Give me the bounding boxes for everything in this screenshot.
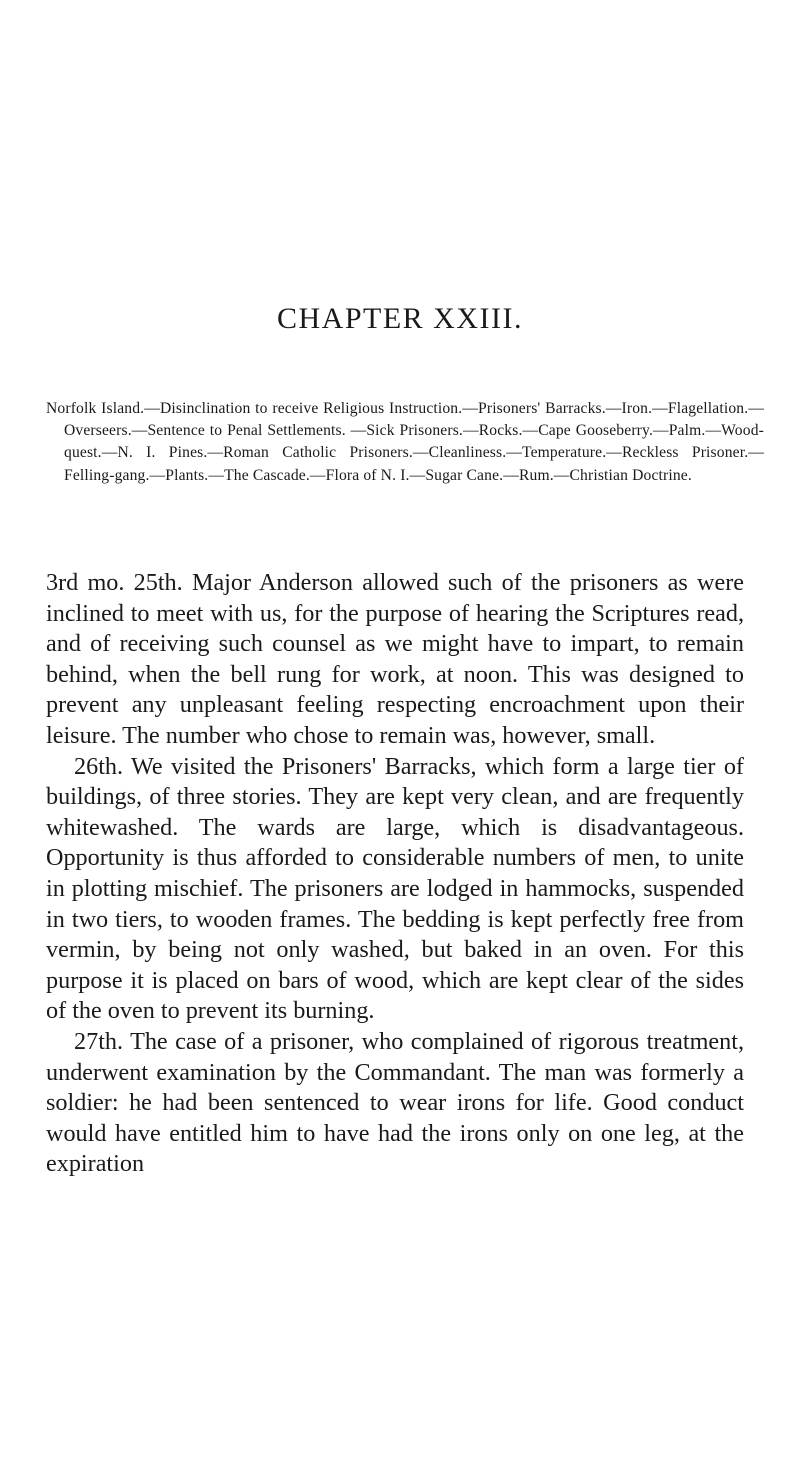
entry-text: Major Anderson allowed such of the prisoners as were inclined to meet with us, for the purpose of hearing the Scriptures read, and of receiving such counsel as we might have to impart, to remain behind, when the bell rung for work, at noon. This was designed to prevent any unpleasant feeling respecting encroachment upon their leisure. The number who chose to remain was, however, small. <box>46 569 745 749</box>
chapter-title: CHAPTER XXIII. <box>277 302 523 335</box>
entry-text: The case of a prisoner, who complained of rigorous treatment, underwent examination by the Commandant. The man was formerly a soldier: he had been sentenced to wear irons for life. Good conduct would have entitled him to have had the irons only on one leg, at the expiration <box>46 1027 744 1178</box>
entry-paragraph <box>46 1027 744 1180</box>
entry-paragraph <box>46 568 744 752</box>
entry-date: 27th. <box>74 1027 124 1055</box>
body-text <box>46 568 744 1180</box>
entry-paragraph <box>46 752 744 1027</box>
entry-date: 26th. <box>74 752 124 780</box>
chapter-synopsis: Norfolk Island.—Disinclination to receive Religious Instruction.—Prisoners' Barracks.—Iron.—Flagellation.—Overseers.—Sentence to Penal Settlements. —Sick Prisoners.—Rocks.—Cape Gooseberry.—Palm.—Wood-quest.—N. I. Pines.—Roman Catholic Prisoners.—Cleanliness.—Temperature.—Reckless Prisoner.—Felling-gang.—Plants.—The Cascade.—Flora of N. I.—Sugar Cane.—Rum.—Christian Doctrine. <box>46 400 764 484</box>
entry-date: 3rd mo. 25th. <box>46 569 183 596</box>
entry-text: We visited the Prisoners' Barracks, which form a large tier of buildings, of three stories. They are kept very clean, and are frequently whitewashed. The wards are large, which is disadvantageous. Opportunity is thus afforded to considerable numbers of men, to unite in plotting mischief. The prisoners are lodged in hammocks, suspended in two tiers, to wooden frames. The bedding is kept perfectly free from vermin, by being not only washed, but baked in an oven. For this purpose it is placed on bars of wood, which are kept clear of the sides of the oven to prevent its burning. <box>46 752 744 1025</box>
